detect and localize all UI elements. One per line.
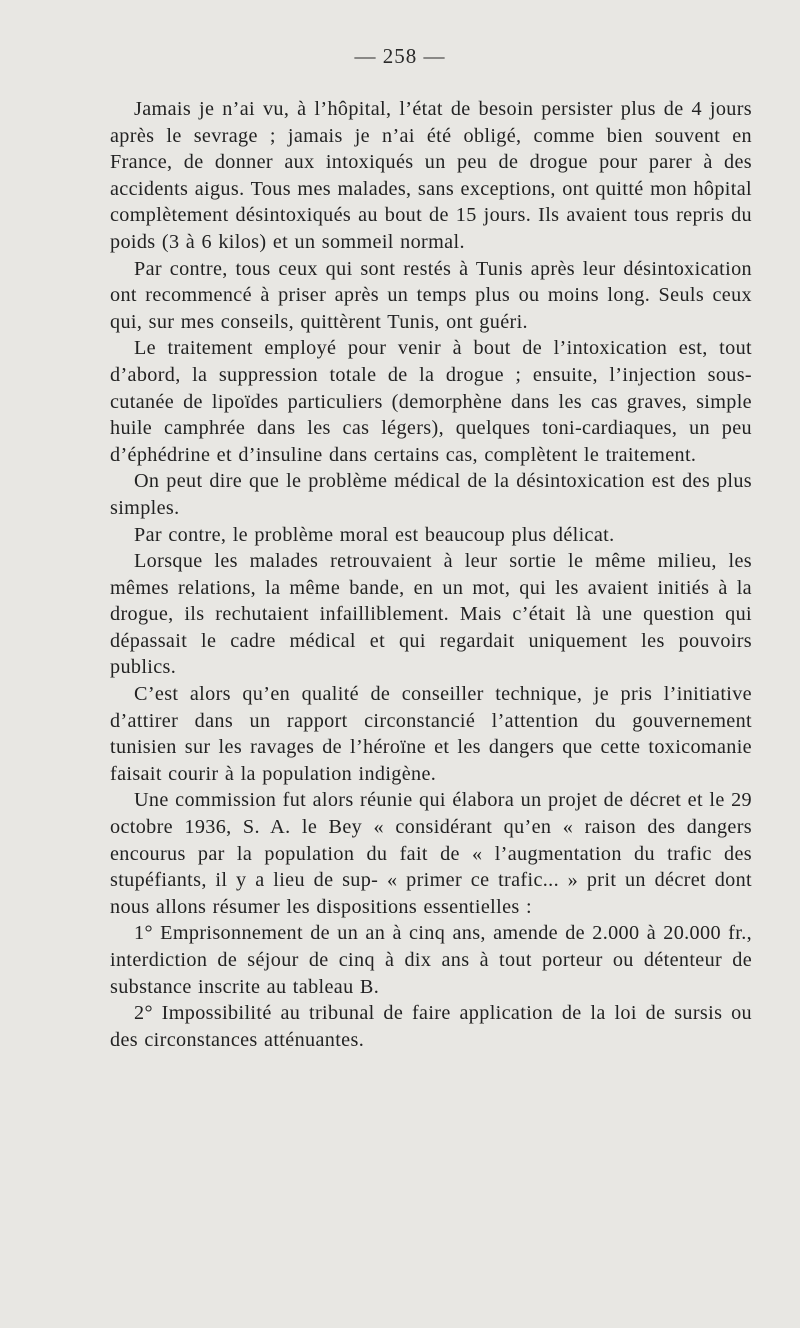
paragraph-1: Jamais je n’ai vu, à l’hôpital, l’état de besoin persister plus de 4 jours après le sevrage ; jamais je n’ai été obligé, comme bien souvent en France, de donner aux intoxiqués un peu de drogue pour parer à des accidents aigus. Tous mes malades, sans exceptions, ont quitté mon hôpital complètement désintoxiqués au bout de 15 jours. Ils avaient tous repris du poids (3 à 6 kilos) et un sommeil normal.	[110, 98, 752, 253]
paragraph-9: 1° Emprisonnement de un an à cinq ans, amende de 2.000 à 20.000 fr., interdiction de séjour de cinq à dix ans à tout porteur ou détenteur de substance inscrite au tableau B.	[110, 922, 752, 998]
paragraph-2: Par contre, tous ceux qui sont restés à Tunis après leur désintoxication ont recommencé à priser après un temps plus ou moins long. Seuls ceux qui, sur mes conseils, quittèrent Tunis, ont guéri.	[110, 257, 752, 333]
page-number: — 258 —	[354, 44, 446, 68]
paragraph-6: Lorsque les malades retrouvaient à leur sortie le même milieu, les mêmes relations, la même bande, en un mot, qui les avaient initiés à la drogue, ils rechutaient infailliblement. Mais c’était là une question qui dépassait le cadre médical et qui regardait uniquement les pouvoirs publics.	[110, 550, 752, 679]
paragraph-10: 2° Impossibilité au tribunal de faire application de la loi de sursis ou des circonstances atténuantes.	[110, 1002, 752, 1051]
paragraph-4: On peut dire que le problème médical de la désintoxication est des plus simples.	[110, 470, 752, 519]
body-text	[110, 96, 752, 1053]
paragraph-8: Une commission fut alors réunie qui élabora un projet de décret et le 29 octobre 1936, S. A. le Bey « considérant qu’en « raison des dangers encourus par la population du fait de « l’augmentation du trafic des stupéfiants, il y a lieu de sup- « primer ce trafic... » prit un décret dont nous allons résumer les dispositions essentielles :	[110, 789, 752, 918]
paragraph-3: Le traitement employé pour venir à bout de l’intoxication est, tout d’abord, la suppression totale de la drogue ; ensuite, l’injection sous-cutanée de lipoïdes particuliers (demorphène dans les cas graves, simple huile camphrée dans les cas légers), quelques toni-cardiaques, un peu d’éphédrine et d’insuline dans certains cas, complètent le traitement.	[110, 337, 752, 466]
paragraph-7: C’est alors qu’en qualité de conseiller technique, je pris l’initiative d’attirer dans un rapport circonstancié l’attention du gouvernement tunisien sur les ravages de l’héroïne et les dangers que cette toxicomanie faisait courir à la population indigène.	[110, 683, 752, 785]
paragraph-5: Par contre, le problème moral est beaucoup plus délicat.	[134, 523, 615, 546]
